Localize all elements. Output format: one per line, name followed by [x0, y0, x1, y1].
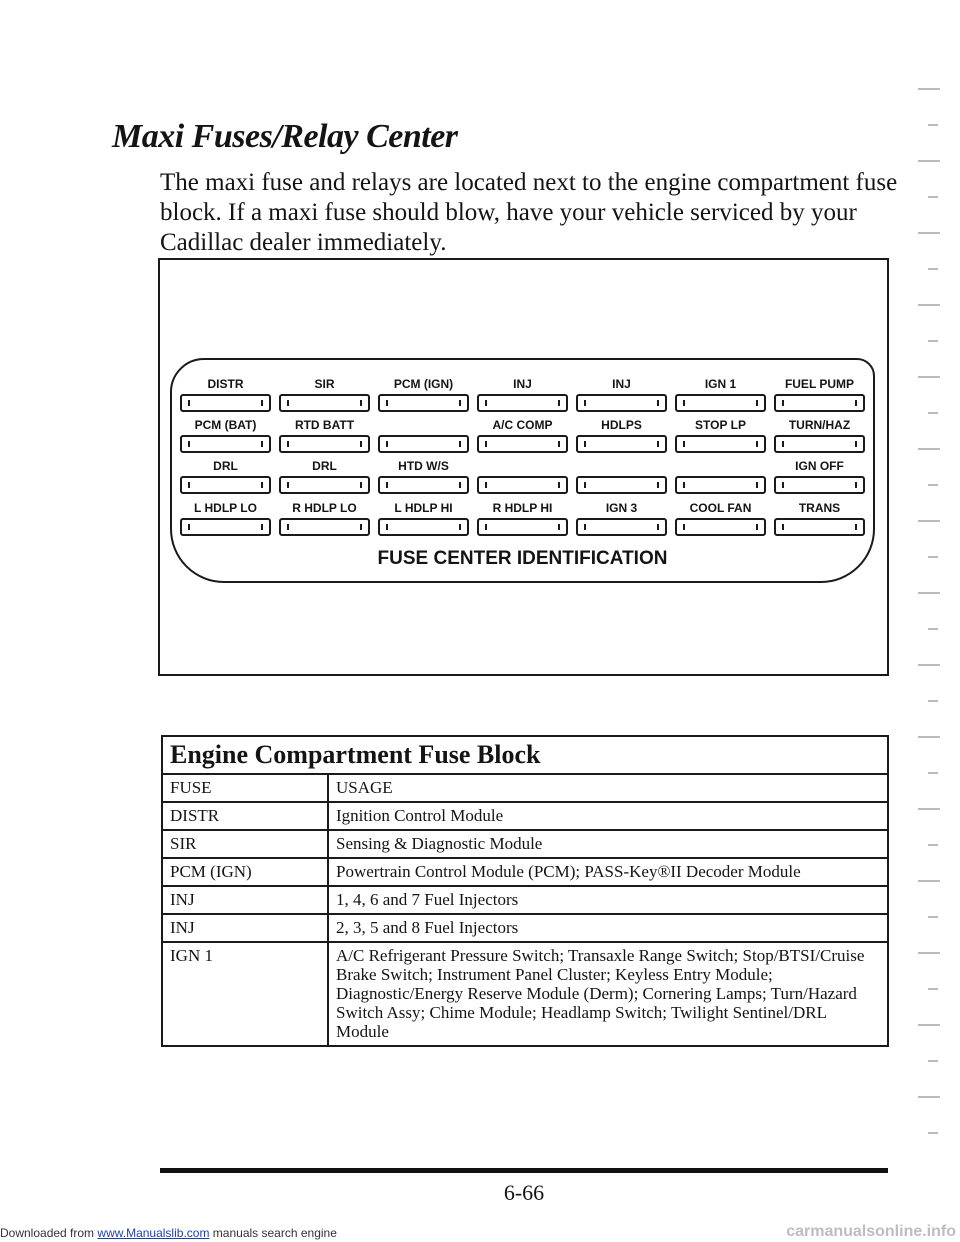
edge-mark — [928, 268, 938, 270]
edge-mark — [928, 1060, 938, 1062]
fuse-slot — [675, 435, 766, 453]
fuse-position — [774, 417, 865, 459]
edge-mark — [928, 628, 938, 630]
watermark: carmanualsonline.info — [786, 1223, 956, 1240]
edge-mark — [918, 952, 940, 954]
fuse-label: R HDLP HI — [492, 501, 553, 515]
fuse-slot — [774, 394, 865, 412]
fuse-label: A/C COMP — [492, 418, 553, 432]
fuse-slot — [378, 518, 469, 536]
download-suffix: manuals search engine — [212, 1226, 337, 1240]
fuse-slot — [477, 518, 568, 536]
fuse-slot — [378, 476, 469, 494]
fuse-label: DRL — [213, 459, 238, 473]
fuse-position — [774, 458, 865, 500]
edge-mark — [918, 520, 940, 522]
fuse-position — [378, 500, 469, 542]
fuse-name-cell: SIR — [162, 830, 328, 858]
fuse-position — [279, 500, 370, 542]
fuse-label: L HDLP LO — [194, 501, 257, 515]
fuse-position — [477, 417, 568, 459]
fuse-label — [570, 458, 673, 474]
edge-mark — [928, 916, 938, 918]
edge-mark — [918, 1024, 940, 1026]
fuse-position — [279, 458, 370, 500]
fuse-position — [180, 500, 271, 542]
fuse-label: TURN/HAZ — [788, 418, 851, 432]
fuse-position — [774, 500, 865, 542]
fuse-name-cell: IGN 1 — [162, 942, 328, 1046]
fuse-usage-cell: Sensing & Diagnostic Module — [328, 830, 888, 858]
fuse-position — [378, 458, 469, 500]
fuse-position — [576, 376, 667, 418]
edge-mark — [928, 196, 938, 198]
fuse-slot — [378, 435, 469, 453]
footer-rule — [160, 1168, 888, 1173]
edge-mark — [918, 88, 940, 90]
edge-mark — [928, 412, 938, 414]
fuse-position — [576, 417, 667, 459]
fuse-position — [180, 376, 271, 418]
edge-mark — [918, 664, 940, 666]
fuse-label: L HDLP HI — [394, 501, 453, 515]
fuse-slot — [675, 394, 766, 412]
fuse-slot — [180, 435, 271, 453]
fuse-slot — [279, 394, 370, 412]
fuse-position — [675, 376, 766, 418]
fuse-label: DISTR — [207, 377, 244, 391]
table-row — [162, 830, 888, 858]
fuse-position — [180, 417, 271, 459]
fuse-label: HTD W/S — [398, 459, 449, 473]
fuse-slot — [576, 518, 667, 536]
fuse-label — [471, 458, 574, 474]
fuse-position — [378, 376, 469, 418]
fuse-label: SIR — [314, 377, 335, 391]
edge-mark — [918, 232, 940, 234]
usage-column-header: USAGE — [328, 774, 888, 802]
fuse-usage-cell: 1, 4, 6 and 7 Fuel Injectors — [328, 886, 888, 914]
intro-paragraph: The maxi fuse and relays are located next to the engine compartment fuse block. If a maxi fuse should blow, have your vehicle serviced by your Cadillac dealer immediately. — [160, 169, 898, 256]
fuse-usage-cell: Powertrain Control Module (PCM); PASS-Key®II Decoder Module — [328, 858, 888, 886]
fuse-slot — [279, 518, 370, 536]
edge-mark — [928, 484, 938, 486]
fuse-slot — [675, 476, 766, 494]
fuse-label: STOP LP — [695, 418, 746, 432]
edge-mark — [918, 448, 940, 450]
fuse-usage-cell: Ignition Control Module — [328, 802, 888, 830]
fuse-label: HDLPS — [601, 418, 642, 432]
fuse-label: RTD BATT — [294, 418, 355, 432]
table-header-row — [162, 774, 888, 802]
fuse-row — [180, 417, 865, 459]
table-row — [162, 914, 888, 942]
edge-mark — [928, 772, 938, 774]
fuse-label: COOL FAN — [689, 501, 752, 515]
fuse-slot — [180, 476, 271, 494]
table-row — [162, 858, 888, 886]
fuse-row — [180, 458, 865, 500]
fuse-position — [477, 376, 568, 418]
fuse-label: DRL — [312, 459, 337, 473]
fuse-position — [180, 458, 271, 500]
fuse-center-caption: FUSE CENTER IDENTIFICATION — [377, 548, 668, 569]
edge-mark — [918, 736, 940, 738]
fuse-label: INJ — [513, 377, 532, 391]
fuse-slot — [576, 435, 667, 453]
fuse-label: FUEL PUMP — [784, 377, 855, 391]
edge-mark — [928, 1132, 938, 1134]
table-row — [162, 942, 888, 1046]
fuse-slot — [180, 394, 271, 412]
fuse-row — [180, 376, 865, 418]
edge-mark — [928, 988, 938, 990]
engine-compartment-fuse-table — [161, 735, 889, 1047]
fuse-position — [774, 376, 865, 418]
fuse-slot — [180, 518, 271, 536]
fuse-label: TRANS — [798, 501, 841, 515]
fuse-slot — [774, 476, 865, 494]
page-title: Maxi Fuses/Relay Center — [112, 118, 458, 155]
fuse-slot — [774, 435, 865, 453]
fuse-label: IGN 1 — [704, 377, 737, 391]
page-number: 6-66 — [503, 1180, 545, 1205]
fuse-label: IGN OFF — [795, 459, 844, 473]
fuse-column-header: FUSE — [162, 774, 328, 802]
fuse-slot — [576, 394, 667, 412]
fuse-slot — [675, 518, 766, 536]
fuse-label: INJ — [612, 377, 631, 391]
fuse-name-cell: DISTR — [162, 802, 328, 830]
fuse-label — [669, 458, 772, 474]
edge-mark — [918, 160, 940, 162]
fuse-label: IGN 3 — [605, 501, 638, 515]
edge-mark — [928, 340, 938, 342]
fuse-slot — [774, 518, 865, 536]
fuse-label: PCM (IGN) — [393, 377, 454, 391]
fuse-usage-cell: A/C Refrigerant Pressure Switch; Transaxle Range Switch; Stop/BTSI/Cruise Brake Switch; Instrument Panel Cluster; Keyless Entry Module; Diagnostic/Energy Reserve Module (Derm); Cornering Lamps; Turn/Hazard Switch Assy; Chime Module; Headlamp Switch; Twilight Sentinel/DRL Module — [328, 942, 888, 1046]
fuse-slot — [477, 394, 568, 412]
fuse-position — [477, 458, 568, 500]
page-edge-marks — [914, 0, 960, 1242]
edge-mark — [918, 304, 940, 306]
edge-mark — [918, 592, 940, 594]
edge-mark — [928, 556, 938, 558]
fuse-slot — [477, 476, 568, 494]
manualslib-link[interactable]: www.Manualslib.com — [97, 1226, 210, 1240]
fuse-position — [477, 500, 568, 542]
edge-mark — [928, 844, 938, 846]
fuse-name-cell: INJ — [162, 886, 328, 914]
fuse-slot — [378, 394, 469, 412]
download-note — [0, 1226, 337, 1240]
edge-mark — [928, 700, 938, 702]
fuse-center-figure — [158, 258, 889, 676]
edge-mark — [928, 124, 938, 126]
table-row — [162, 802, 888, 830]
fuse-label — [372, 417, 475, 433]
fuse-name-cell: INJ — [162, 914, 328, 942]
fuse-row — [180, 500, 865, 542]
fuse-position — [675, 458, 766, 500]
fuse-center-diagram — [170, 358, 875, 583]
fuse-position — [279, 417, 370, 459]
edge-mark — [918, 808, 940, 810]
table-row — [162, 886, 888, 914]
edge-mark — [918, 880, 940, 882]
fuse-position — [576, 500, 667, 542]
fuse-slot — [576, 476, 667, 494]
fuse-label: PCM (BAT) — [194, 418, 257, 432]
fuse-position — [279, 376, 370, 418]
fuse-position — [378, 417, 469, 459]
fuse-slot — [279, 476, 370, 494]
fuse-label: R HDLP LO — [292, 501, 357, 515]
fuse-position — [675, 417, 766, 459]
fuse-position — [675, 500, 766, 542]
fuse-slot — [477, 435, 568, 453]
edge-mark — [918, 1096, 940, 1098]
fuse-position — [576, 458, 667, 500]
edge-mark — [918, 376, 940, 378]
fuse-slot — [279, 435, 370, 453]
fuse-usage-cell: 2, 3, 5 and 8 Fuel Injectors — [328, 914, 888, 942]
table-title: Engine Compartment Fuse Block — [162, 736, 888, 774]
download-prefix: Downloaded from — [0, 1226, 95, 1240]
fuse-name-cell: PCM (IGN) — [162, 858, 328, 886]
